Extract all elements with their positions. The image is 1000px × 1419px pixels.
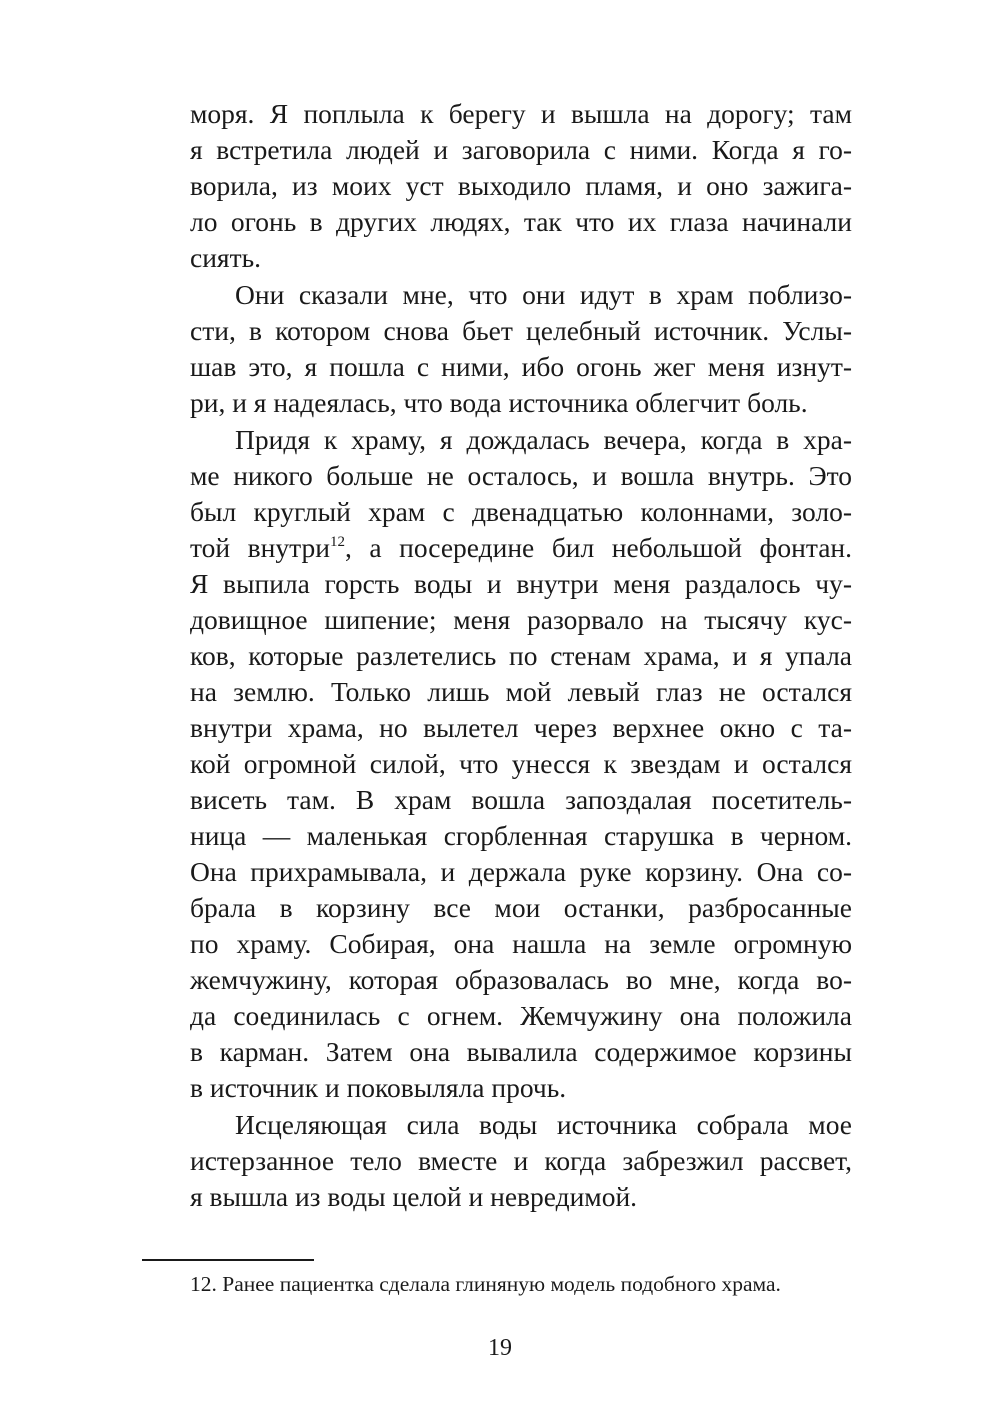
text-line: ница — маленькая сгорбленная старушка в черном.: [190, 820, 852, 851]
text-line: сти, в котором снова бьет целебный источник. Услы-: [190, 315, 852, 346]
paragraph-first-line: Они сказали мне, что они идут в храм поблизо-: [235, 279, 852, 310]
footnote: 12. Ранее пациентка сделала глиняную модель подобного храма.: [190, 1272, 781, 1296]
text-line: в карман. Затем она вывалила содержимое корзины: [190, 1036, 852, 1067]
text-line: ворила, из моих уст выходило пламя, и оно зажига-: [190, 170, 852, 201]
footnote-ref: 12: [329, 534, 345, 550]
text-line: по храму. Собирая, она нашла на земле огромную: [190, 928, 852, 959]
text-line-with-footnote-ref: [190, 530, 852, 566]
text-line: жемчужину, которая образовалась во мне, когда во-: [190, 964, 852, 995]
text-line: шав это, я пошла с ними, ибо огонь жег меня изнут-: [190, 351, 852, 382]
text-line: я встретила людей и заговорила с ними. Когда я го-: [190, 134, 852, 165]
text-line: ло огонь в других людях, так что их глаза начинали: [190, 206, 852, 237]
text-line: внутри храма, но вылетел через верхнее окно с та-: [190, 712, 852, 743]
text-line: на землю. Только лишь мой левый глаз не остался: [190, 676, 852, 707]
paragraph-first-line: Придя к храму, я дождалась вечера, когда в хра-: [235, 424, 852, 455]
footnote-divider: [142, 1259, 314, 1261]
text-line: я вышла из воды целой и невредимой.: [190, 1181, 638, 1212]
text-line: Она прихрамывала, и держала руке корзину. Она со-: [190, 856, 852, 887]
text-line: ме никого больше не осталось, и вошла внутрь. Это: [190, 460, 852, 491]
paragraph-first-line: Исцеляющая сила воды источника собрала мое: [235, 1109, 852, 1140]
text-line: в источник и поковыляла прочь.: [190, 1072, 567, 1103]
text-line: висеть там. В храм вошла запоздалая посетитель-: [190, 784, 852, 815]
text-line: ков, которые разлетелись по стенам храма, и я упала: [190, 640, 852, 671]
text-fragment: той внутри: [190, 532, 330, 563]
text-line: моря. Я поплыла к берегу и вышла на дорогу; там: [190, 98, 852, 129]
text-line: да соединилась с огнем. Жемчужину она положила: [190, 1000, 852, 1031]
text-line: Я выпила горсть воды и внутри меня раздалось чу-: [190, 568, 852, 599]
text-line: брала в корзину все мои останки, разбросанные: [190, 892, 852, 923]
text-line: довищное шипение; меня разорвало на тысячу кус-: [190, 604, 852, 635]
text-fragment: , а посередине бил небольшой фонтан.: [344, 532, 852, 563]
text-line: кой огромной силой, что унесся к звездам и остался: [190, 748, 852, 779]
text-line: ри, и я надеялась, что вода источника облегчит боль.: [190, 387, 808, 418]
text-line: был круглый храм с двенадцатью колоннами, золо-: [190, 496, 852, 527]
text-line: сиять.: [190, 242, 262, 273]
page-number: 19: [488, 1335, 512, 1361]
text-line: истерзанное тело вместе и когда забрезжил рассвет,: [190, 1145, 852, 1176]
